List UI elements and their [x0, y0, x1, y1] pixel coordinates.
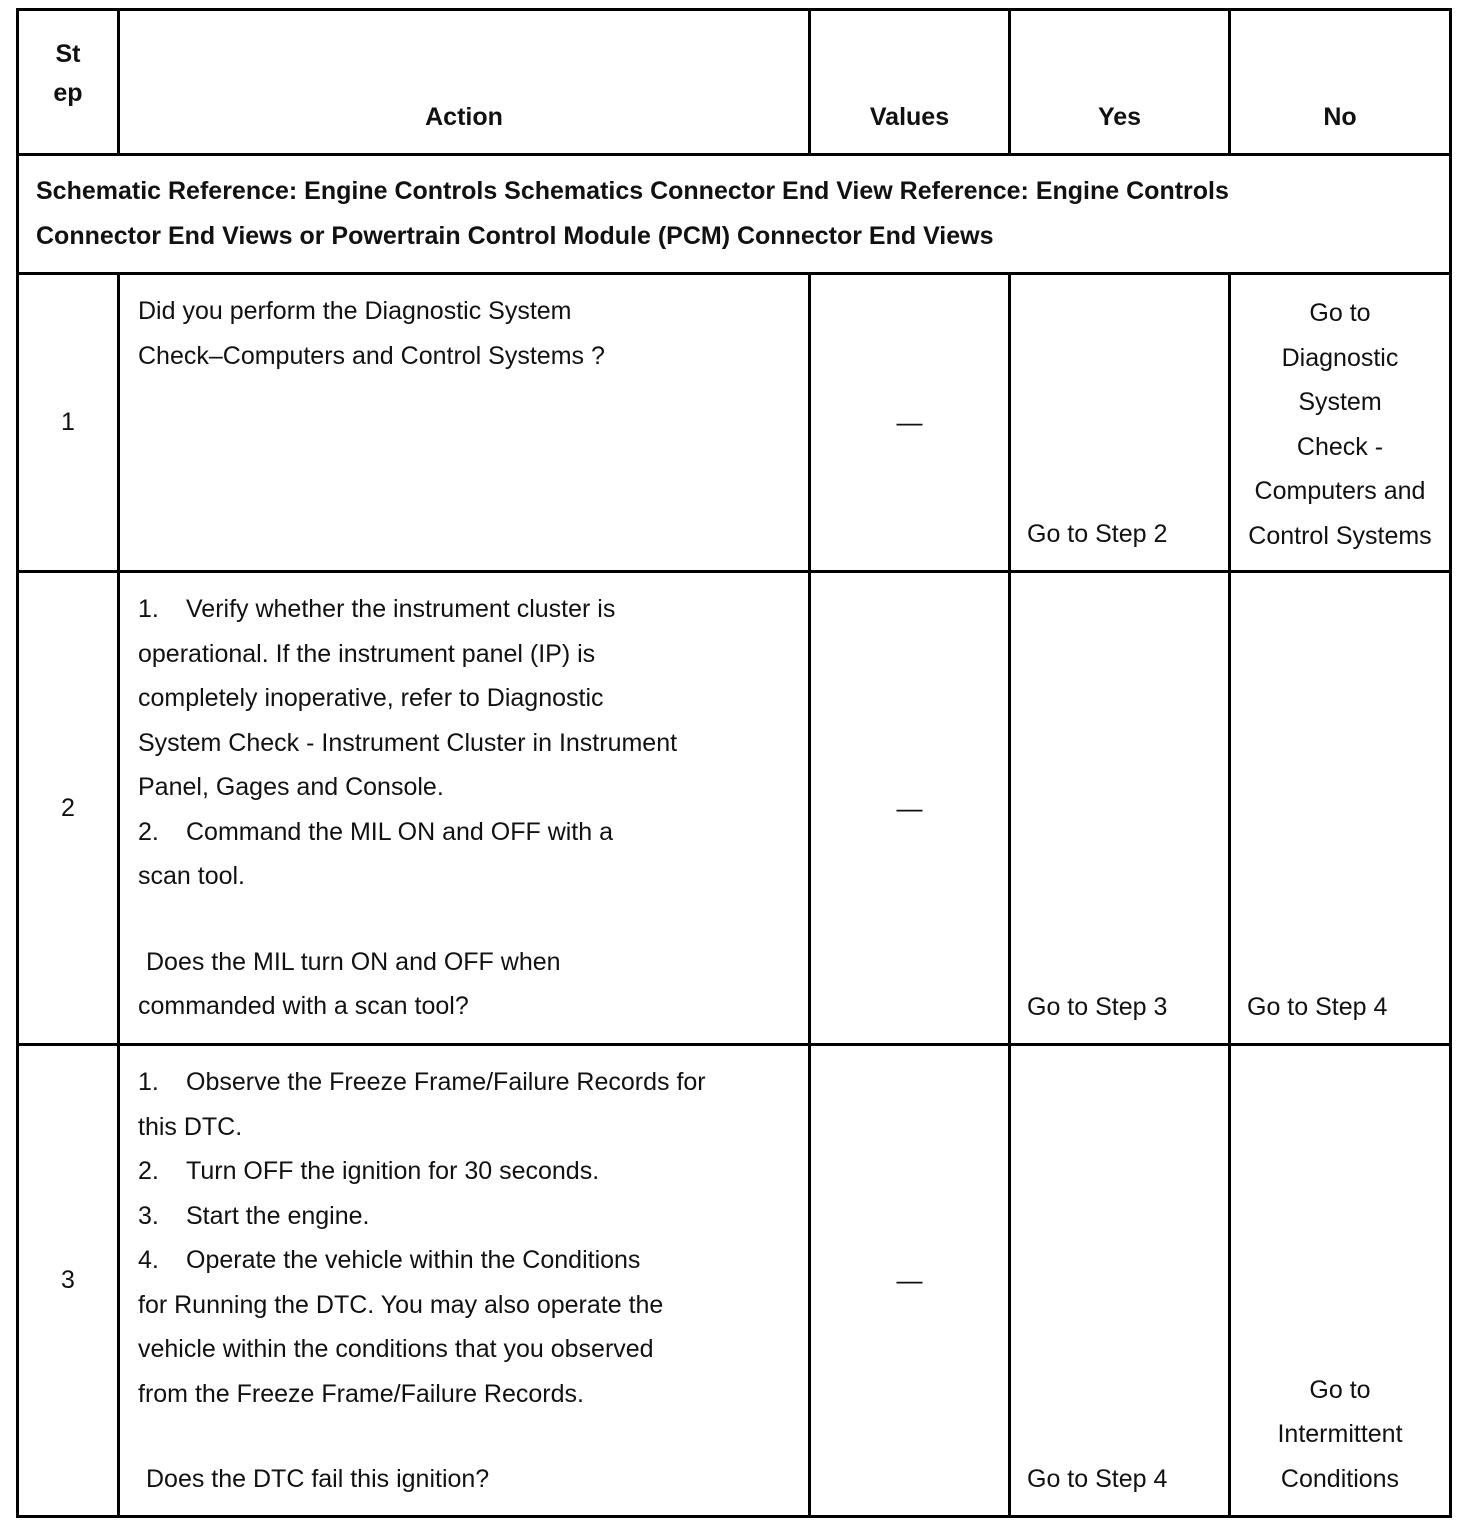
- no-line: Go to: [1309, 299, 1371, 327]
- list-number: 1.: [138, 595, 159, 623]
- step-number: 2: [61, 793, 75, 822]
- no-line: Conditions: [1280, 1464, 1400, 1493]
- question-line: commanded with a scan tool?: [138, 992, 469, 1020]
- no-line: Go to: [1309, 1375, 1371, 1404]
- header-action: Action: [425, 102, 503, 131]
- no-line: Intermittent: [1277, 1420, 1403, 1448]
- list-text: Start the engine.: [186, 1201, 370, 1230]
- header-step: [19, 11, 117, 153]
- question-line: Does the DTC fail this ignition?: [146, 1465, 490, 1493]
- list-number: 1.: [138, 1068, 159, 1096]
- list-number: 2.: [138, 817, 159, 846]
- table-border-bottom: [16, 1515, 1452, 1518]
- action-line: from the Freeze Frame/Failure Records.: [138, 1379, 584, 1408]
- list-number: 2.: [138, 1157, 159, 1185]
- no-line: Diagnostic: [1281, 343, 1399, 372]
- list-text: Verify whether the instrument cluster is: [186, 595, 616, 623]
- action-cell-step-2: [120, 573, 808, 1043]
- list-number: 4.: [138, 1246, 159, 1274]
- action-line: completely inoperative, refer to Diagnostic: [138, 684, 604, 712]
- step-number: 3: [61, 1266, 75, 1295]
- header-step-line-1: St: [55, 40, 81, 68]
- action-line: scan tool.: [138, 862, 246, 890]
- header-yes: Yes: [1097, 102, 1142, 131]
- list-text: Turn OFF the ignition for 30 seconds.: [186, 1157, 600, 1185]
- diagnostic-table: [16, 8, 1452, 1518]
- yes-link-step-1[interactable]: Go to Step 2: [1027, 519, 1168, 548]
- banner-line-2: Connector End Views or Powertrain Control Module (PCM) Connector End Views: [36, 221, 994, 250]
- no-line: Check -: [1296, 432, 1384, 461]
- table-border-right: [1449, 8, 1452, 1518]
- spacer: [138, 1416, 768, 1457]
- action-cell-step-3: [120, 1046, 808, 1515]
- spacer: [138, 899, 768, 940]
- action-list-item: [138, 587, 768, 632]
- action-cell-step-1: [120, 275, 808, 570]
- header-step-line-2: ep: [53, 79, 83, 107]
- action-line: Check–Computers and Control Systems ?: [138, 341, 605, 370]
- values-cell: —: [896, 792, 923, 823]
- list-text: Operate the vehicle within the Conditions: [186, 1246, 641, 1274]
- header-values: Values: [869, 102, 950, 131]
- no-line: Computers and: [1254, 477, 1426, 505]
- yes-link-step-3[interactable]: Go to Step 4: [1027, 1464, 1168, 1493]
- no-line: System: [1298, 388, 1382, 416]
- no-link-step-3[interactable]: [1231, 1046, 1449, 1515]
- action-line: for Running the DTC. You may also operate the: [138, 1290, 664, 1319]
- list-text: Command the MIL ON and OFF with a: [186, 817, 614, 846]
- action-line: operational. If the instrument panel (IP) is: [138, 639, 596, 668]
- question-line: Does the MIL turn ON and OFF when: [146, 947, 561, 976]
- no-link-step-2[interactable]: Go to Step 4: [1247, 992, 1388, 1021]
- action-list-item: [138, 1238, 768, 1283]
- list-text: Observe the Freeze Frame/Failure Records for: [186, 1068, 706, 1096]
- action-line: this DTC.: [138, 1112, 243, 1141]
- list-number: 3.: [138, 1201, 159, 1230]
- schematic-reference-banner: [19, 156, 1449, 272]
- action-list-item: [138, 1149, 768, 1194]
- yes-link-step-2[interactable]: Go to Step 3: [1027, 992, 1168, 1021]
- values-cell: —: [896, 407, 923, 438]
- action-line: Panel, Gages and Console.: [138, 773, 444, 801]
- no-line: Control Systems: [1248, 521, 1432, 550]
- action-list-item: [138, 1060, 768, 1105]
- values-cell: —: [896, 1265, 923, 1296]
- no-link-step-1[interactable]: [1231, 275, 1449, 570]
- action-list-item: [138, 810, 768, 855]
- action-list-item: [138, 1194, 768, 1239]
- action-line: Did you perform the Diagnostic System: [138, 297, 572, 325]
- step-number: 1: [61, 408, 75, 437]
- action-line: System Check - Instrument Cluster in Instrument: [138, 728, 678, 757]
- header-no: No: [1323, 102, 1357, 131]
- banner-line-1: Schematic Reference: Engine Controls Schematics Connector End View Reference: Engine Controls: [36, 177, 1229, 205]
- action-line: vehicle within the conditions that you observed: [138, 1335, 654, 1363]
